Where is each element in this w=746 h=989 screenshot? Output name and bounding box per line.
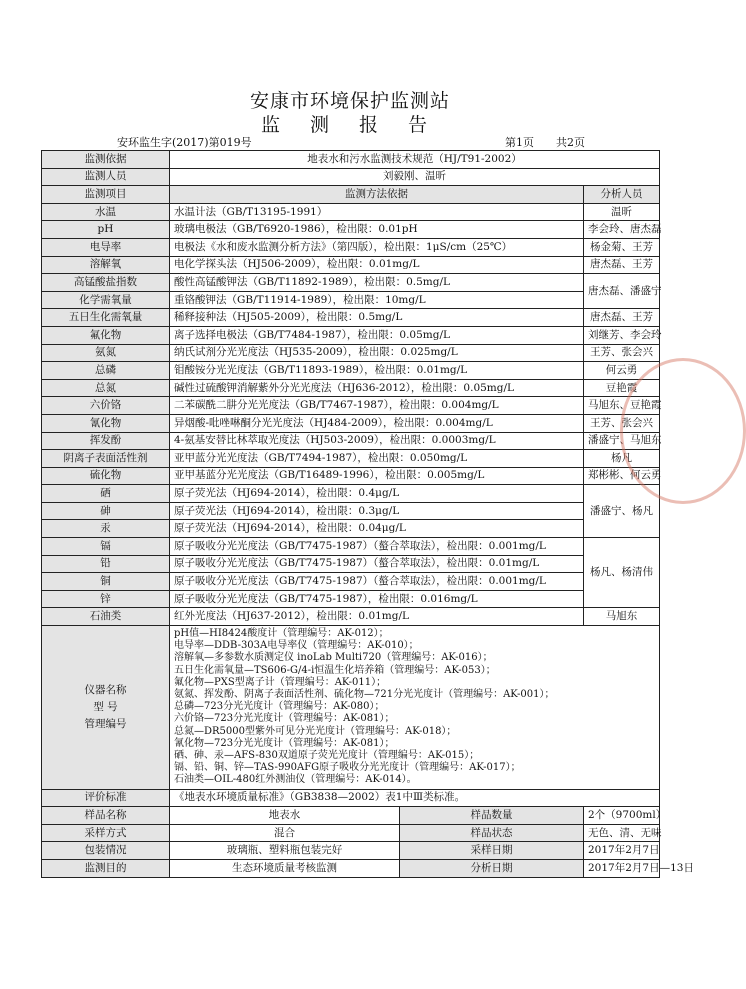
analyst: 唐杰磊、潘盛宁 [584, 274, 660, 309]
standard-value: 《地表水环境质量标准》（GB3838—2002）表1中Ⅲ类标准。 [170, 789, 660, 807]
method-row [42, 397, 660, 415]
sampling-method-value: 混合 [170, 824, 400, 842]
method-basis: 亚甲蓝分光光度法（GB/T7494-1987），检出限：0.050mg/L [170, 450, 584, 468]
instrument-line: 总磷—723分光光度计（管理编号：AK-080）； [174, 701, 385, 713]
instrument-line: 硒、砷、汞—AFS-830双道原子荧光光度计（管理编号：AK-015）； [174, 750, 480, 762]
method-basis: 原子吸收分光光度法（GB/T7475-1987）（螯合萃取法），检出限：0.001mg/L [170, 573, 584, 591]
analyst: 潘盛宁、马旭东 [584, 432, 660, 450]
instrument-label-name: 仪器名称 [84, 683, 127, 696]
monitoring-item: pH [42, 221, 170, 239]
analysis-date-value: 2017年2月7日—13日 [584, 860, 660, 878]
report-table [41, 150, 694, 878]
sample-name-label: 样品名称 [42, 807, 170, 825]
staff-value: 刘毅刚、温昕 [170, 168, 660, 186]
method-basis: 电化学探头法（HJ506-2009），检出限：0.01mg/L [170, 256, 584, 274]
analyst: 杨凡、杨清伟 [584, 538, 660, 608]
method-row [42, 590, 660, 608]
method-rows [42, 203, 660, 625]
method-row [42, 326, 660, 344]
method-basis: 异烟酸-吡唑啉酮分光光度法（HJ484-2009），检出限：0.004mg/L [170, 414, 584, 432]
instrument-line: 溶解氧—多参数水质测定仪 inoLab Multi720（管理编号：AK-016）； [174, 652, 493, 664]
analyst: 刘继芳、李会玲 [584, 326, 660, 344]
monitoring-item: 总磷 [42, 362, 170, 380]
monitoring-item: 硒 [42, 485, 170, 503]
staff-label: 监测人员 [42, 168, 170, 186]
method-row [42, 238, 660, 256]
monitoring-item: 铜 [42, 573, 170, 591]
org-name: 安康市环境保护监测站 [249, 90, 450, 112]
instrument-line: 总氮—DR5000型紫外可见分光光度计（管理编号：AK-018）； [174, 725, 457, 737]
column-header-item: 监测项目 [42, 186, 170, 204]
monitoring-item: 总氮 [42, 379, 170, 397]
monitoring-item: 砷 [42, 502, 170, 520]
instrument-line: 五日生化需氧量—TS606-G/4-i恒温生化培养箱（管理编号：AK-053）； [174, 664, 496, 676]
analyst: 温昕 [584, 203, 660, 221]
method-row [42, 485, 660, 503]
method-row [42, 309, 660, 327]
method-basis: 碱性过硫酸钾消解紫外分光光度法（HJ636-2012），检出限：0.05mg/L [170, 379, 584, 397]
monitoring-item: 水温 [42, 203, 170, 221]
monitoring-item: 高锰酸盐指数 [42, 274, 170, 292]
method-row [42, 203, 660, 221]
method-basis: 钼酸铵分光光度法（GB/T11893-1989），检出限：0.01mg/L [170, 362, 584, 380]
method-row [42, 467, 660, 485]
analyst: 唐杰磊、王芳 [584, 256, 660, 274]
method-basis: 重铬酸钾法（GB/T11914-1989），检出限：10mg/L [170, 291, 584, 309]
sample-name-value: 地表水 [170, 807, 400, 825]
standard-label: 评价标准 [42, 789, 170, 807]
instrument-line: 镉、铅、铜、锌—TAS-990AFG原子吸收分光光度计（管理编号：AK-017）； [174, 762, 521, 774]
monitoring-item: 五日生化需氧量 [42, 309, 170, 327]
monitoring-item: 氰化物 [42, 414, 170, 432]
analyst: 唐杰磊、王芳 [584, 309, 660, 327]
sampling-method-label: 采样方式 [42, 824, 170, 842]
report-title: 监 测 报 告 [260, 114, 440, 136]
sample-state-value: 无色、清、无味 [584, 824, 660, 842]
method-row [42, 291, 660, 309]
purpose-label: 监测目的 [42, 860, 170, 878]
instrument-line: 氨氮、挥发酚、阴离子表面活性剂、硫化物—721分光光度计（管理编号：AK-001）； [174, 689, 555, 701]
sample-state-label: 样品状态 [400, 824, 584, 842]
analyst: 王芳、张会兴 [584, 414, 660, 432]
analyst: 何云勇 [584, 362, 660, 380]
packaging-value: 玻璃瓶、塑料瓶包装完好 [170, 842, 400, 860]
method-row [42, 344, 660, 362]
monitoring-item: 电导率 [42, 238, 170, 256]
method-basis: 原子吸收分光光度法（GB/T7475-1987）（螯合萃取法），检出限：0.001mg/L [170, 538, 584, 556]
method-basis: 酸性高锰酸钾法（GB/T11892-1989），检出限：0.5mg/L [170, 274, 584, 292]
instrument-line: 氰化物—723分光光度计（管理编号：AK-081）； [174, 737, 395, 749]
analyst: 杨凡 [584, 450, 660, 468]
method-basis: 红外光度法（HJ637-2012），检出限：0.01mg/L [170, 608, 584, 626]
method-basis: 水温计法（GB/T13195-1991） [170, 203, 584, 221]
sampling-date-label: 采样日期 [400, 842, 584, 860]
instrument-line: 石油类—OIL-480红外测油仪（管理编号：AK-014）。 [174, 774, 417, 786]
instrument-list [170, 626, 660, 790]
monitoring-item: 溶解氧 [42, 256, 170, 274]
sample-qty-label: 样品数量 [400, 807, 584, 825]
method-row [42, 608, 660, 626]
analyst: 王芳、张会兴 [584, 344, 660, 362]
basis-label: 监测依据 [42, 151, 170, 169]
analyst: 潘盛宁、杨凡 [584, 485, 660, 538]
method-basis: 玻璃电极法（GB/T6920-1986），检出限：0.01pH [170, 221, 584, 239]
packaging-label: 包装情况 [42, 842, 170, 860]
method-row [42, 555, 660, 573]
total-pages: 共2页 [556, 136, 585, 149]
instrument-label [42, 626, 170, 790]
method-row [42, 432, 660, 450]
instrument-label-code: 管理编号 [84, 717, 127, 730]
purpose-value: 生态环境质量考核监测 [170, 860, 400, 878]
monitoring-item: 汞 [42, 520, 170, 538]
analyst: 豆艳霞 [584, 379, 660, 397]
monitoring-item: 铅 [42, 555, 170, 573]
monitoring-item: 氟化物 [42, 326, 170, 344]
monitoring-item: 挥发酚 [42, 432, 170, 450]
method-basis: 原子荧光法（HJ694-2014），检出限：0.04μg/L [170, 520, 584, 538]
instrument-line: 氟化物—PXS型离子计（管理编号：AK-011）； [174, 676, 387, 688]
method-basis: 离子选择电极法（GB/T7484-1987），检出限：0.05mg/L [170, 326, 584, 344]
column-header-analyst: 分析人员 [584, 186, 660, 204]
method-basis: 原子荧光法（HJ694-2014），检出限：0.4μg/L [170, 485, 584, 503]
method-row [42, 221, 660, 239]
method-basis: 原子荧光法（HJ694-2014），检出限：0.3μg/L [170, 502, 584, 520]
basis-value: 地表水和污水监测技术规范（HJ/T91-2002） [170, 151, 660, 169]
method-basis: 亚甲基蓝分光光度法（GB/T16489-1996），检出限：0.005mg/L [170, 467, 584, 485]
column-header-method: 监测方法依据 [170, 186, 584, 204]
monitoring-item: 化学需氧量 [42, 291, 170, 309]
method-basis: 4-氨基安替比林萃取光度法（HJ503-2009），检出限：0.0003mg/L [170, 432, 584, 450]
analyst: 李会玲、唐杰磊 [584, 221, 660, 239]
analyst: 马旭东 [584, 608, 660, 626]
method-row [42, 520, 660, 538]
method-row [42, 256, 660, 274]
method-row [42, 573, 660, 591]
method-basis: 原子吸收分光光度法（GB/T7475-1987）（螯合萃取法），检出限：0.01mg/L [170, 555, 584, 573]
method-row [42, 414, 660, 432]
instrument-line: 电导率—DDB-303A电导率仪（管理编号：AK-010）； [174, 640, 419, 652]
analysis-date-label: 分析日期 [400, 860, 584, 878]
instrument-line: 六价铬—723分光光度计（管理编号：AK-081）； [174, 713, 395, 725]
analyst: 马旭东、豆艳霞 [584, 397, 660, 415]
method-row [42, 538, 660, 556]
method-basis: 电极法《水和废水监测分析方法》（第四版），检出限：1μS/cm（25℃） [170, 238, 584, 256]
monitoring-item: 镉 [42, 538, 170, 556]
analyst: 郑彬彬、何云勇 [584, 467, 660, 485]
monitoring-item: 锌 [42, 590, 170, 608]
method-basis: 稀释接种法（HJ505-2009），检出限：0.5mg/L [170, 309, 584, 327]
method-basis: 原子吸收分光光度法（GB/T7475-1987），检出限：0.016mg/L [170, 590, 584, 608]
monitoring-item: 硫化物 [42, 467, 170, 485]
method-row [42, 450, 660, 468]
page-number: 第1页 [505, 136, 534, 149]
method-basis: 二苯碳酰二肼分光光度法（GB/T7467-1987），检出限：0.004mg/L [170, 397, 584, 415]
method-row [42, 274, 660, 292]
monitoring-item: 氨氮 [42, 344, 170, 362]
monitoring-item: 阴离子表面活性剂 [42, 450, 170, 468]
method-row [42, 362, 660, 380]
sampling-date-value: 2017年2月7日 [584, 842, 660, 860]
method-row [42, 379, 660, 397]
method-row [42, 502, 660, 520]
monitoring-item: 六价铬 [42, 397, 170, 415]
monitoring-item: 石油类 [42, 608, 170, 626]
document-number: 安环监生字(2017)第019号 [117, 136, 252, 149]
sample-qty-value: 2个（9700ml） [584, 807, 660, 825]
page-indicator [505, 134, 607, 150]
analyst: 杨金菊、王芳 [584, 238, 660, 256]
method-basis: 纳氏试剂分光光度法（HJ535-2009），检出限：0.025mg/L [170, 344, 584, 362]
instrument-line: pH值—HI8424酸度计（管理编号：AK-012）； [174, 628, 389, 640]
instrument-label-model: 型 号 [93, 700, 118, 713]
